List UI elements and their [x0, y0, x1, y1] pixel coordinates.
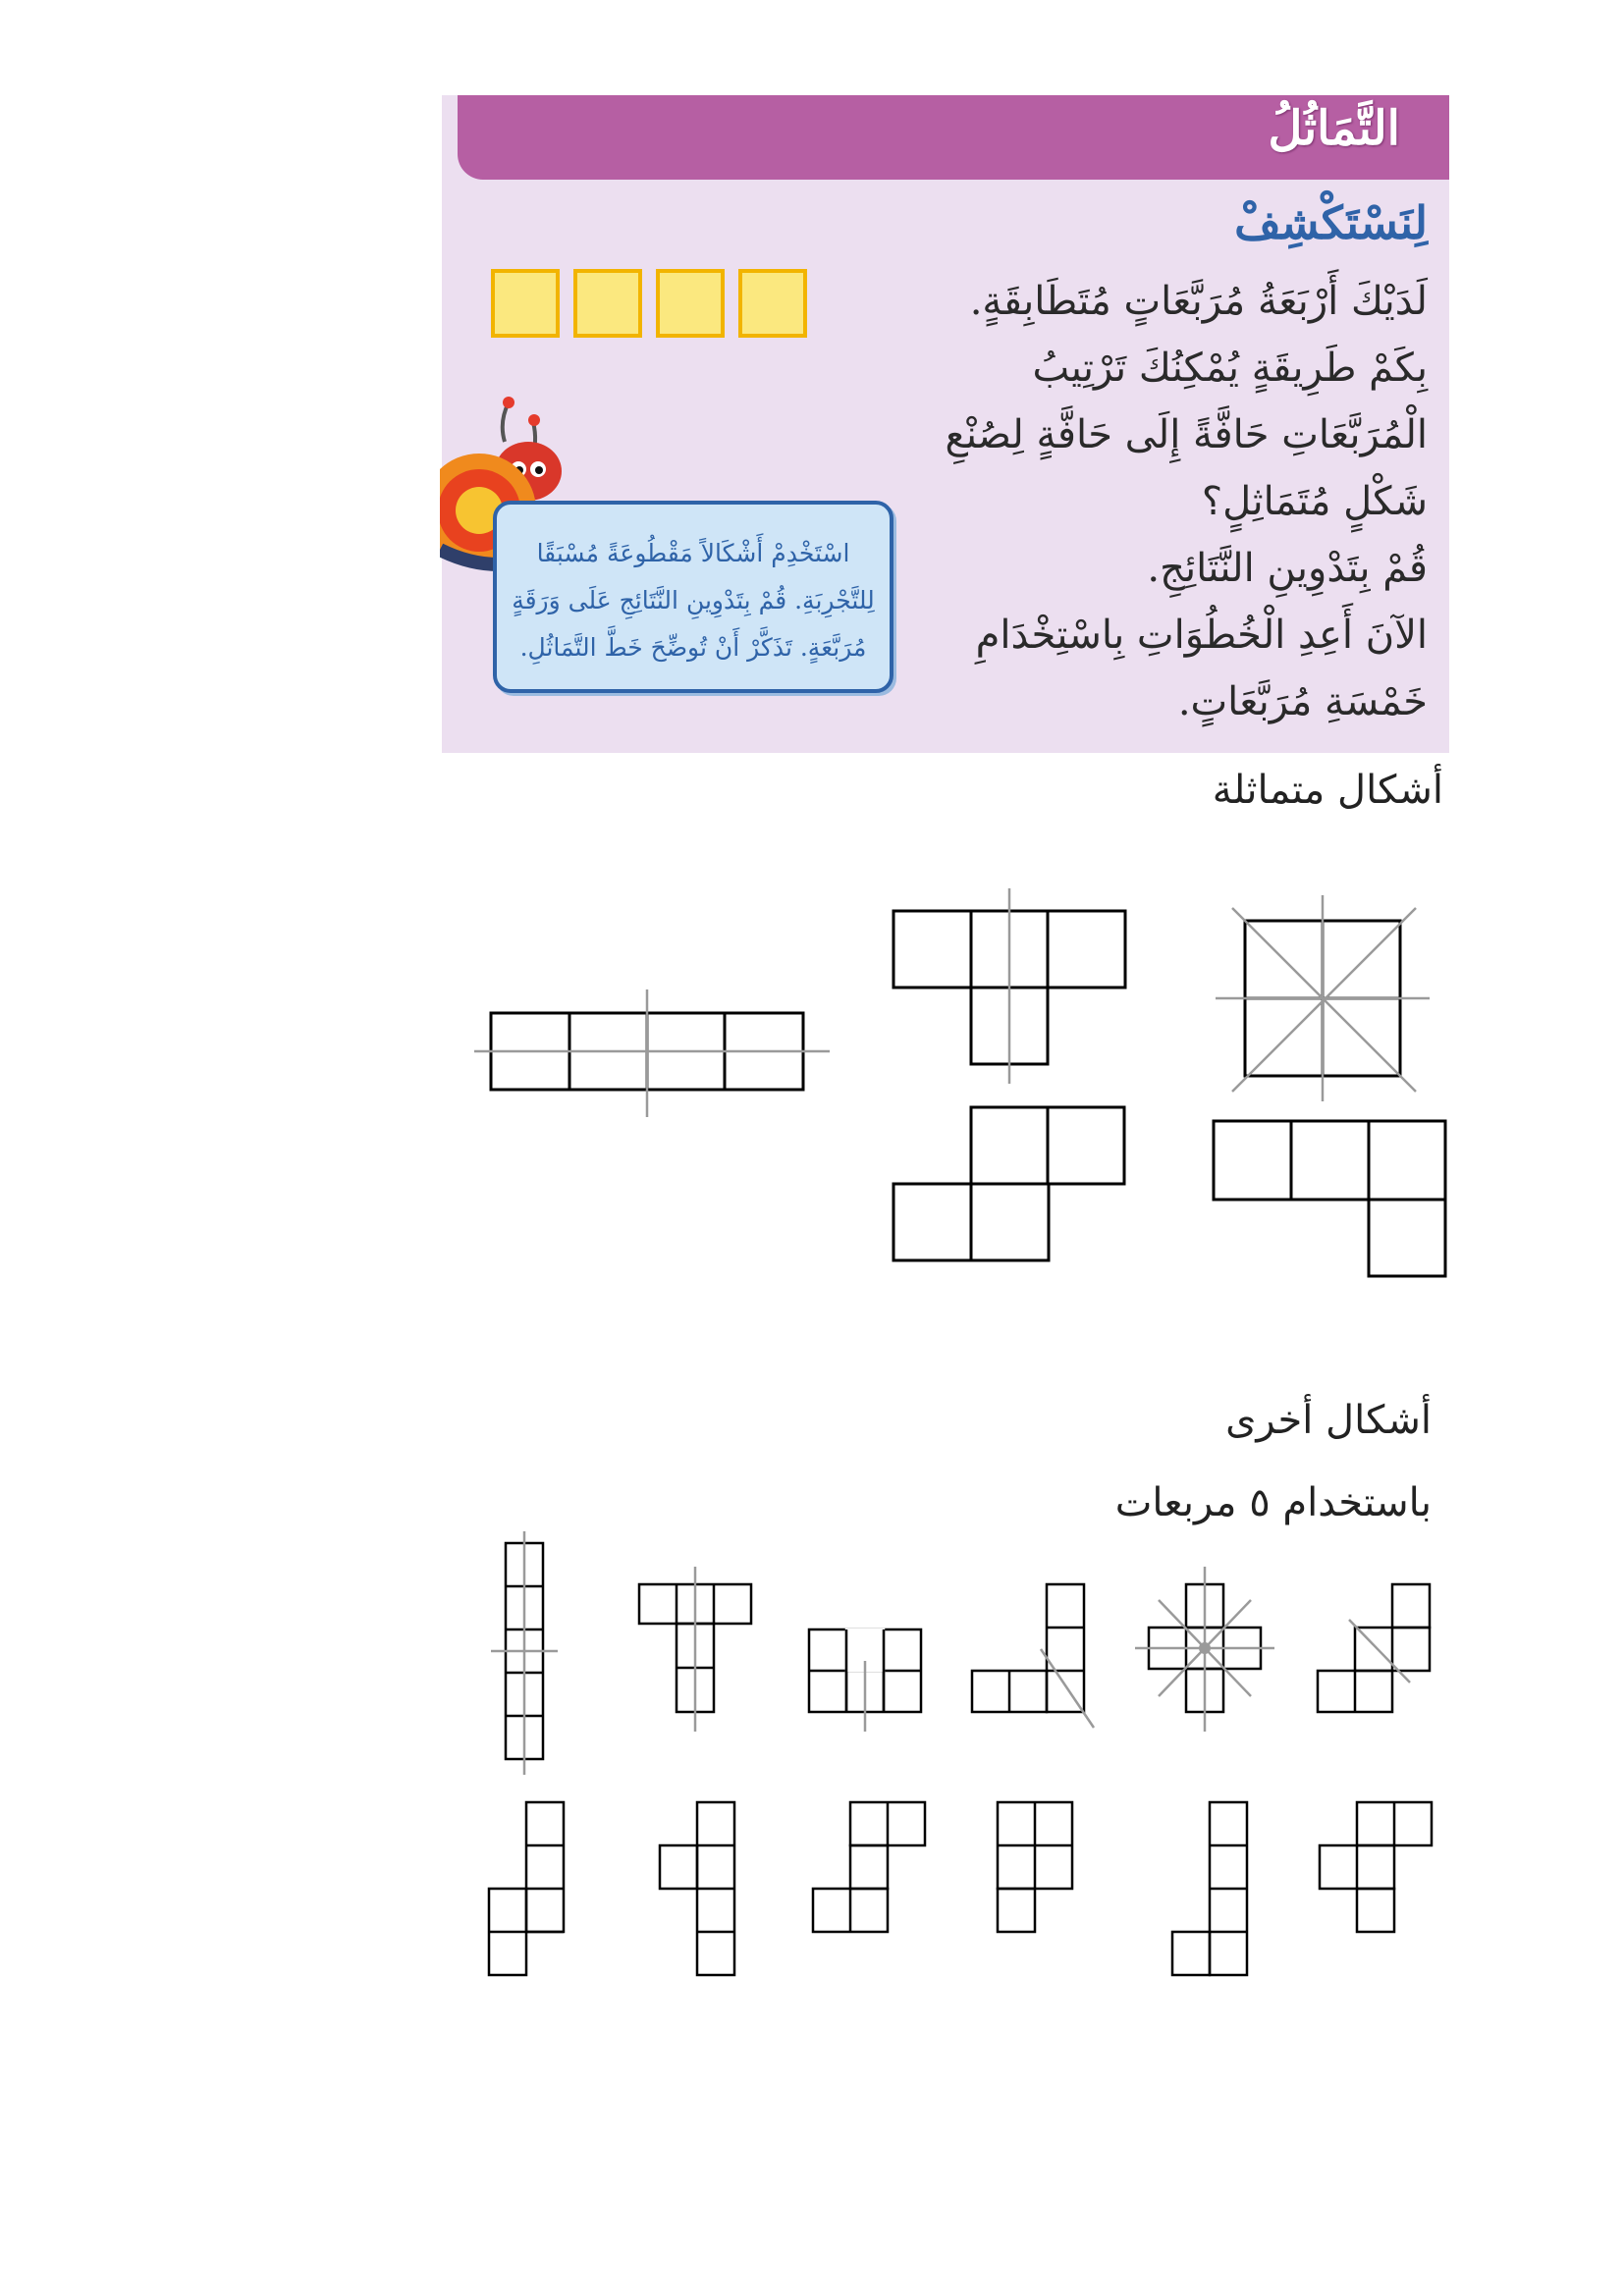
tip-line: اسْتَخْدِمْ أَشْكَالاً مَقْطُوعَةً مُسْبَقًا	[536, 539, 850, 567]
lesson-line: خَمْسَةِ مُرَبَّعَاتٍ.	[1177, 679, 1428, 724]
pentomino-v	[972, 1584, 1084, 1712]
pentomino-w	[1318, 1584, 1430, 1712]
explore-heading: لِنَسْتَكْشِفْ	[1234, 196, 1428, 249]
lesson-line: شَكْلٍ مُتَمَاثِلٍ؟	[1201, 479, 1428, 524]
pentomino-p	[998, 1802, 1072, 1932]
lesson-line: قُمْ بِتَدْوِينِ النَّتَائِجِ.	[1147, 546, 1428, 591]
tip-line: مُرَبَّعَةٍ. تَذَكَّرْ أَنْ تُوضِّحَ خَطَّ التَّمَاثُلِ.	[519, 633, 867, 662]
tip-line: لِلتَّجْرِبَةِ. قُمْ بِتَدْوِينِ النَّتَائِجِ عَلَى وَرَقَةٍ	[512, 586, 875, 614]
s-shape	[893, 1107, 1124, 1260]
lesson-line: الْمُرَبَّعَاتِ حَافَّةً إِلَى حَافَّةٍ لِصُنْعِ	[945, 412, 1428, 457]
lesson-line: بِكَمْ طَرِيقَةٍ يُمْكِنُكَ تَرْتِيبُ	[1032, 346, 1428, 391]
pentomino-z	[813, 1802, 925, 1932]
l-shape	[1214, 1121, 1445, 1276]
lesson-title: التَّمَاثُلُ	[1268, 101, 1400, 156]
pentomino-f	[1320, 1802, 1432, 1932]
other-shapes-label: أشكال أخرى	[1225, 1398, 1432, 1443]
lesson-line: الآنَ أَعِدِ الْخُطُوَاتِ بِاسْتِخْدَامِ	[975, 613, 1428, 658]
pentomino-l	[1172, 1802, 1247, 1975]
pentomino-n	[489, 1802, 564, 1975]
symmetric-shapes-label: أشكال متماثلة	[1212, 768, 1443, 813]
pentomino-y	[660, 1802, 734, 1975]
lesson-line: لَدَيْكَ أَرْبَعَةُ مُرَبَّعَاتٍ مُتَطَابِقَةٍ.	[969, 279, 1428, 324]
using-five-squares-label: باستخدام ٥ مربعات	[1114, 1480, 1432, 1525]
